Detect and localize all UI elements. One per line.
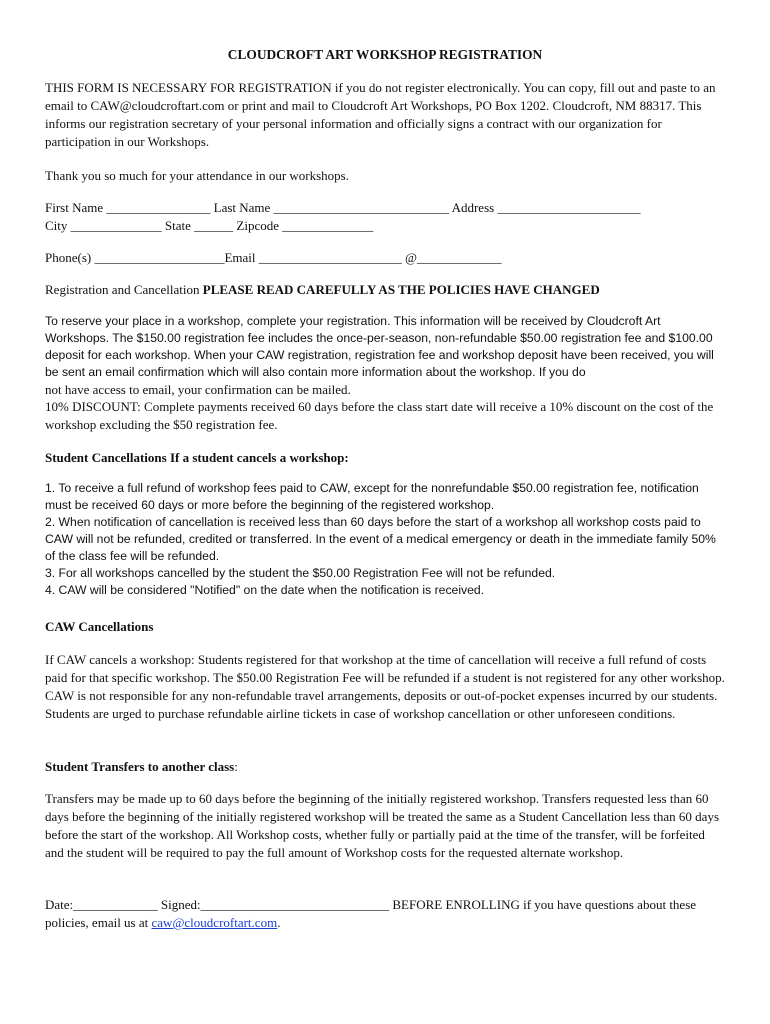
- form-line-city-state-zip[interactable]: City ______________ State ______ Zipcode ______________: [45, 218, 374, 233]
- transfers-colon: :: [234, 759, 238, 774]
- signature-text[interactable]: Date:_____________ Signed:_____________________________ BEFORE ENROLLING if you have questions about these policies, email us at: [45, 897, 697, 930]
- registration-paragraph-tail: not have access to email, your confirmation can be mailed.: [45, 382, 351, 397]
- form-line-name-address[interactable]: First Name ________________ Last Name ___________________________ Address ______________________: [45, 200, 641, 215]
- caw-cancellations-paragraph: If CAW cancels a workshop: Students registered for that workshop at the time of cancellation will receive a full refund of costs paid for that specific workshop. The $50.00 Registration Fee will be refunded if a student is not registered for any other workshop. CAW is not responsible for any non-refundable travel arrangements, deposits or out-of-pocket expenses incurred by our students. Students are urged to purchase refundable airline tickets in case of workshop cancellation or other unforeseen conditions.: [45, 652, 725, 721]
- signature-line: [45, 896, 725, 932]
- signature-end: .: [277, 915, 281, 930]
- transfers-heading: [45, 758, 725, 776]
- page-title: CLOUDCROFT ART WORKSHOP REGISTRATION: [227, 47, 543, 62]
- registration-heading: [45, 281, 725, 299]
- registration-label: Registration and Cancellation: [45, 282, 203, 297]
- list-item: 4. CAW will be considered "Notified" on the date when the notification is received.: [45, 583, 485, 597]
- registration-text: To reserve your place in a workshop, complete your registration. This information will be received by Cloudcroft Art Workshops. The $150.00 registration fee includes the once-per-season, non-refundable $50.00 registration fee and $100.00 deposit for each workshop. When your CAW registration, registration fee and workshop deposit have been received, you will be sent an email confirmation which will also contain more information about the workshop. If you do: [45, 314, 714, 379]
- intro-paragraph: THIS FORM IS NECESSARY FOR REGISTRATION if you do not register electronically. You can copy, fill out and paste to an email to CAW@cloudcroftart.com or print and mail to Cloudcroft Art Workshops, PO Box 1202. Cloudcroft, NM 88317. This informs our registration secretary of your personal information and officially signs a contract with our organization for participation in our Workshops.: [45, 80, 716, 149]
- student-cancellations-list: [45, 480, 725, 599]
- list-item: 1. To receive a full refund of workshop fees paid to CAW, except for the nonrefundable $50.00 registration fee, notification must be received 60 days or more before the beginning of the registered workshop.: [45, 481, 699, 512]
- discount-text: 10% DISCOUNT: Complete payments received 60 days before the class start date will receive a 10% discount on the cost of the workshop excluding the $50 registration fee.: [45, 399, 714, 432]
- email-link[interactable]: caw@cloudcroftart.com: [151, 915, 278, 930]
- transfers-heading-text: Student Transfers to another class: [45, 759, 235, 774]
- list-item: 3. For all workshops cancelled by the student the $50.00 Registration Fee will not be refunded.: [45, 566, 556, 580]
- registration-paragraph: [45, 313, 725, 381]
- transfers-paragraph: Transfers may be made up to 60 days before the beginning of the initially registered workshop. Transfers requested less than 60 days before the beginning of the initially registered workshop will be treated the same as a Student Cancellation less than 60 days before the start of the workshop. All Workshop costs, whether fully or partially paid at the time of the transfer, will be forfeited and the student will be required to pay the full amount of Workshop costs for the requested alternate workshop.: [45, 791, 720, 860]
- policy-warning: PLEASE READ CAREFULLY AS THE POLICIES HAVE CHANGED: [202, 282, 600, 297]
- caw-cancellations-heading: CAW Cancellations: [45, 619, 154, 634]
- student-cancellations-heading: Student Cancellations If a student cancels a workshop:: [45, 450, 349, 465]
- personal-info-form: [45, 199, 725, 235]
- form-line-phone-email[interactable]: Phone(s) ____________________Email ______________________ @_____________: [45, 250, 502, 265]
- thanks-text: Thank you so much for your attendance in our workshops.: [45, 168, 349, 183]
- list-item: 2. When notification of cancellation is received less than 60 days before the start of a workshop all workshop costs paid to CAW will not be refunded, credited or transferred. In the event of a medical emergency or death in the immediate family 50% of the class fee will be refunded.: [45, 515, 716, 563]
